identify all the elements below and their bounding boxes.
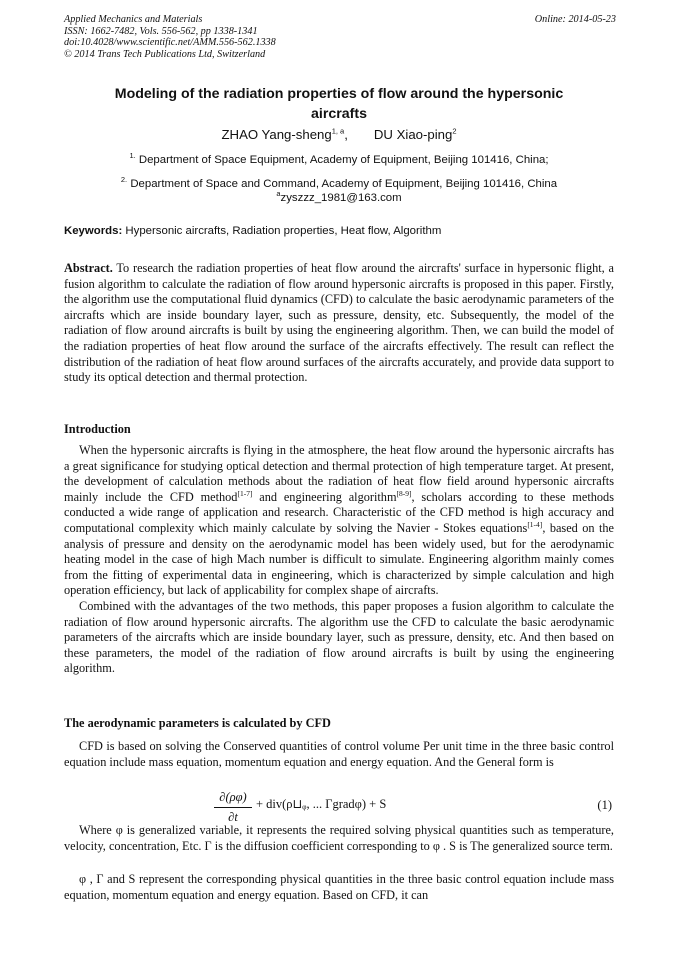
journal-name: Applied Mechanics and Materials <box>64 14 203 25</box>
email-link[interactable]: zyszzz_1981@163.com <box>280 192 402 204</box>
equation-number: (1) <box>597 798 612 812</box>
introduction-body <box>64 443 614 677</box>
keywords-text: Hypersonic aircrafts, Radiation properties, Heat flow, Algorithm <box>122 225 442 237</box>
title-line-2: aircrafts <box>311 106 367 122</box>
equation-denominator: ∂t <box>228 810 238 824</box>
journal-header <box>64 14 616 60</box>
online-date: Online: 2014-05-23 <box>534 14 616 25</box>
issn-line: ISSN: 1662-7482, Vols. 556-562, pp 1338-1341 <box>64 25 258 37</box>
intro-p1-text-d: , based on the analysis of pressure and density on the aerodynamic model has been widely used, but for the aerodynamic heating model in the case of high Mach number is difficult to simulate. Engineering algorithm mainly comes from the fitting of experimental data in engineering, which is characterized by simple calculation and high operation efficiency, but lack of applicability for complex shape of aircrafts. <box>64 520 614 598</box>
copyright-line: © 2014 Trans Tech Publications Ltd, Switzerland <box>64 48 266 60</box>
cfd-p1-text: CFD is based on solving the Conserved quantities of control volume Per unit time in the three basic control equation include mass equation, momentum equation and energy equation. And the General form is <box>64 739 614 769</box>
equation-fraction <box>214 790 252 825</box>
email-sup: a <box>276 189 281 199</box>
affiliation-1 <box>64 153 614 167</box>
cfd-paragraph-2 <box>64 823 614 854</box>
affiliation-1-sup: 1. <box>129 151 136 161</box>
keywords <box>64 224 616 238</box>
intro-paragraph-1 <box>64 443 614 599</box>
cfd-p2-text: Where φ is generalized variable, it represents the required solving physical quantities such as temperature, velocity, concentration, Etc. Γ is the diffusion coefficient corresponding to φ . S is The generalized source term. <box>64 823 614 853</box>
equation-terms: + div(ρ⊔ᵩ, ... Γgradφ) + S <box>256 797 387 811</box>
citation-1-7[interactable]: [1-7] <box>237 488 253 498</box>
doi-line: doi:10.4028/www.scientific.net/AMM.556-562.1338 <box>64 37 276 49</box>
intro-p1-text-a: When the hypersonic aircrafts is flying in the atmosphere, the heat flow around the hypersonic aircrafts has a great significance for studying optical detection and thermal protection of high temperature target. At present, the development of calculation methods about the radiation of heat flow field around hypersonic aircrafts mainly include the CFD method <box>64 443 614 504</box>
cfd-paragraph-1 <box>64 739 614 770</box>
introduction-heading: Introduction <box>64 422 131 436</box>
paper-title <box>64 84 614 124</box>
equation-numerator: ∂(ρφ) <box>214 790 252 808</box>
author-2: DU Xiao-ping <box>373 127 453 142</box>
equation-1 <box>64 788 614 828</box>
abstract-text: To research the radiation properties of heat flow around the aircrafts' surface in hypersonic flight, a fusion algorithm to calculate the radiation of flow around hypersonic aircrafts is proposed in this paper. Firstly, the algorithm use the computational fluid dynamics (CFD) to calculate the basic aerodynamic parameters of the aircrafts which are inside boundary layer, such as pressure, density, etc. Subsequently, the model of the radiation of flow around aircrafts is built by using the engineering algorithm. Then, we can build the model of the radiation properties of heat flow around the surface of the aircrafts effectively. The result can reflect the distribution of the radiation of heat flow around surfaces of the aircrafts accurately, and provide data support to study its optical detection and thermal protection. <box>64 261 614 385</box>
citation-8-9[interactable]: [8-9] <box>396 488 412 498</box>
intro-paragraph-2: Combined with the advantages of the two methods, this paper proposes a fusion algorithm to calculate the radiation of flow around hypersonic aircrafts. The algorithm use the CFD to calculate the basic aerodynamic parameters of the aircrafts which are inside boundary layer, such as pressure, density, etc. And then based on these parameters, the model of the radiation of flow around aircrafts is built by using the engineering algorithm. <box>64 598 614 676</box>
affiliation-2-text: Department of Space and Command, Academy of Equipment, Beijing 101416, China <box>127 178 558 190</box>
affiliation-2 <box>64 177 614 191</box>
title-line-1: Modeling of the radiation properties of flow around the hypersonic <box>114 86 564 102</box>
abstract <box>64 261 614 386</box>
citation-1-4[interactable]: [1-4] <box>527 519 543 529</box>
author-separator: , <box>344 127 348 142</box>
author-email <box>64 191 614 205</box>
cfd-paragraph-3 <box>64 872 614 903</box>
keywords-label: Keywords: <box>64 225 123 237</box>
intro-p1-text-b: and engineering algorithm <box>252 489 397 504</box>
author-list <box>64 126 614 144</box>
abstract-label: Abstract. <box>64 261 113 275</box>
author-2-sup: 2 <box>452 126 457 136</box>
intro-p1-text-c: , scholars according to these methods conducted a wide range of application and research. Characteristic of the CFD method is high accuracy and computational complexity which mainly calculate by solving the Navier - Stokes equations <box>64 489 614 535</box>
cfd-heading: The aerodynamic parameters is calculated by CFD <box>64 716 331 730</box>
affiliation-2-sup: 2. <box>120 175 128 185</box>
affiliation-1-text: Department of Space Equipment, Academy of Equipment, Beijing 101416, China; <box>135 154 549 166</box>
author-1-sup: 1, a <box>331 126 345 136</box>
author-1: ZHAO Yang-sheng <box>221 127 332 142</box>
cfd-p3-text: φ , Γ and S represent the corresponding physical quantities in the three basic control equation include mass equation, momentum equation and energy equation. Based on CFD, it can <box>64 872 614 902</box>
